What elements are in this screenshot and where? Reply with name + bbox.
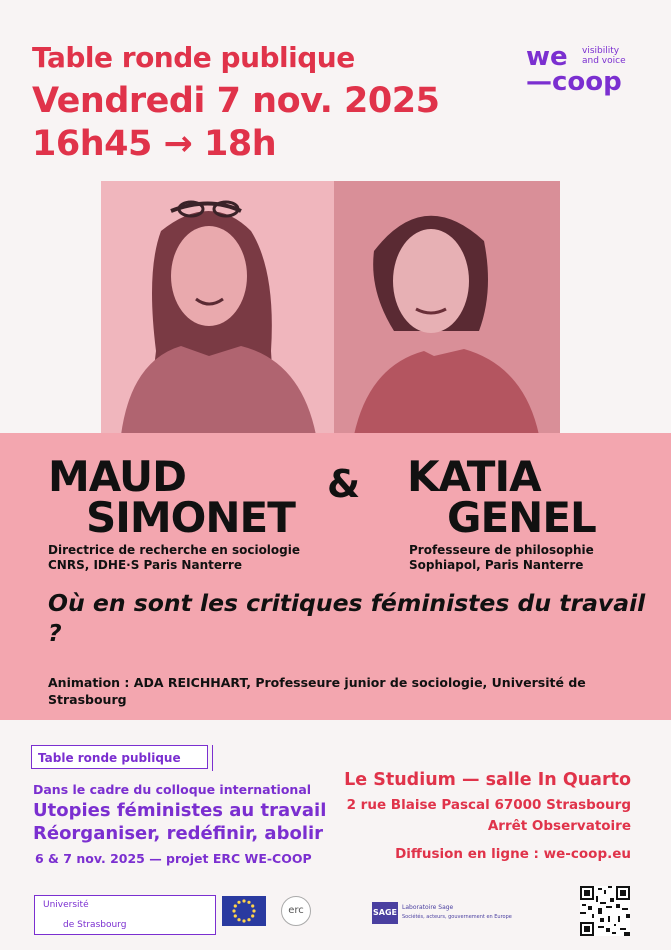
erc-logo	[281, 896, 311, 926]
colloque-dates: 6 & 7 nov. 2025 — projet ERC WE-COOP	[35, 851, 312, 866]
tag-decoration	[212, 745, 216, 771]
moderator-info: Animation : ADA REICHHART, Professeure junior de sociologie, Université de Strasbourg	[48, 675, 586, 707]
universite-strasbourg-logo	[34, 895, 216, 935]
speaker-1-role	[48, 543, 300, 573]
portrait-katia-genel	[334, 181, 560, 435]
logo-tagline-2: and voice	[582, 56, 626, 66]
speaker-1-first-name: MAUD	[48, 452, 186, 501]
qr-code-icon[interactable]	[580, 886, 630, 936]
eu-flag-icon	[222, 896, 266, 926]
event-type-tag: Table ronde publique	[31, 745, 208, 769]
portrait-illustration-left	[101, 181, 334, 435]
discussion-question: Où en sont les critiques féministes du travail ?	[48, 589, 646, 647]
eu-stars-icon	[222, 896, 266, 926]
logo-tagline	[582, 46, 626, 66]
speaker-2-role-line2: Sophiapol, Paris Nanterre	[409, 558, 584, 572]
qr-code-graphic	[580, 886, 630, 936]
logo-we: we	[526, 42, 568, 72]
speaker-1-last-name: SIMONET	[86, 493, 295, 542]
speaker-2-last-name: GENEL	[447, 493, 596, 542]
sage-subtitle-1: Laboratoire Sage	[402, 904, 454, 911]
sage-subtitle-2: Sociétés, acteurs, gouvernement en Europe	[402, 914, 512, 920]
unistra-line2: de Strasbourg	[63, 920, 127, 930]
speaker-2-role-line1: Professeure de philosophie	[409, 543, 594, 557]
online-broadcast-link[interactable]: Diffusion en ligne : we-coop.eu	[395, 846, 631, 862]
speaker-2-role	[409, 543, 594, 573]
event-type: Table ronde publique	[32, 41, 355, 74]
erc-text: erc	[288, 905, 304, 916]
portrait-maud-simonet	[101, 181, 334, 435]
venue-name: Le Studium — salle In Quarto	[344, 770, 631, 790]
sage-mark: SAGE	[372, 902, 398, 924]
ampersand: &	[327, 462, 361, 506]
event-time: 16h45 → 18h	[32, 124, 277, 164]
colloque-intro: Dans le cadre du colloque international	[33, 782, 312, 797]
colloque-title-1: Utopies féministes au travail	[33, 800, 327, 821]
logo-coop: —coop	[526, 67, 622, 97]
speaker-1-role-line2: CNRS, IDHE·S Paris Nanterre	[48, 558, 242, 572]
venue-stop: Arrêt Observatoire	[487, 818, 631, 834]
event-date: Vendredi 7 nov. 2025	[32, 81, 440, 121]
speaker-1-role-line1: Directrice de recherche en sociologie	[48, 543, 301, 557]
colloque-title-2: Réorganiser, redéfinir, abolir	[33, 823, 324, 844]
unistra-line1: Université	[43, 900, 89, 910]
portrait-illustration-right	[334, 181, 560, 435]
wecoop-logo	[526, 42, 636, 100]
venue-address: 2 rue Blaise Pascal 67000 Strasbourg	[346, 797, 631, 813]
logo-tagline-1: visibility	[582, 46, 620, 56]
sage-lab-logo	[372, 902, 512, 932]
speaker-2-first-name: KATIA	[407, 452, 541, 501]
